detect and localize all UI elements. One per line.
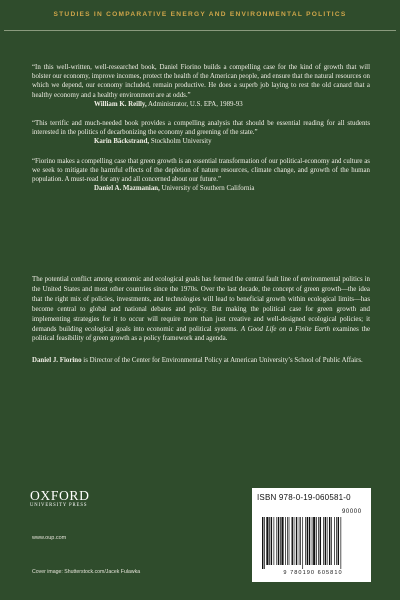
book-title: A Good Life on a Finite Earth bbox=[240, 325, 331, 333]
series-title: STUDIES IN COMPARATIVE ENERGY AND ENVIRONMENTAL POLITICS bbox=[53, 11, 347, 18]
endorsement-attribution bbox=[32, 184, 370, 193]
publisher-logo-main: OXFORD bbox=[30, 488, 90, 503]
cover-credit: Cover image: Shutterstock.com/Jacek Fulawka bbox=[32, 569, 141, 575]
barcode-bar bbox=[334, 517, 335, 565]
barcode-bar bbox=[340, 517, 341, 569]
publisher-url: www.oup.com bbox=[32, 535, 67, 541]
endorser-name: Karin Bäckstrand, bbox=[94, 138, 150, 146]
barcode-bar bbox=[299, 517, 300, 565]
barcode-bar bbox=[269, 517, 270, 565]
description-text: The potential conflict among economic and ecological goals has formed the central fault line of environmental politics in the United States and most other countries since the 1970s. Over the last decade, the concept of green growth—the idea that the right mix of policies, investments, and technologies will lead to beneficial growth within ecological limits—has become central to global and national debates and policy. But making the political case for green growth and implementing strategies for it to occur will require more than just creative and well-designed ecological policies; it demands building ecological goals into economic and political systems. bbox=[32, 276, 370, 333]
barcode-bar bbox=[264, 517, 265, 569]
barcode-bar bbox=[307, 517, 308, 565]
description-paragraph bbox=[32, 275, 370, 344]
barcode-bar bbox=[305, 517, 306, 565]
barcode-bar bbox=[336, 517, 337, 565]
barcode-bar bbox=[318, 517, 319, 565]
book-description bbox=[32, 275, 370, 366]
barcode-bar bbox=[327, 517, 328, 565]
endorsement bbox=[32, 157, 370, 194]
endorsement-attribution bbox=[32, 137, 370, 146]
barcode-bar bbox=[287, 517, 288, 565]
header-rule bbox=[4, 30, 396, 31]
barcode-bar bbox=[313, 517, 315, 565]
barcode-panel bbox=[252, 488, 371, 582]
endorser-name: Daniel A. Mazmanian, bbox=[94, 185, 160, 193]
endorser-name: William K. Reilly, bbox=[94, 100, 147, 108]
publisher-logo-sub: UNIVERSITY PRESS bbox=[30, 503, 88, 508]
barcode-bar bbox=[280, 517, 281, 565]
barcode-bars bbox=[260, 517, 366, 569]
endorser-affiliation: University of Southern California bbox=[159, 185, 255, 193]
barcode-bar bbox=[262, 517, 263, 569]
barcode-bar bbox=[294, 517, 295, 565]
endorsement-quote: “Fiorino makes a compelling case that green growth is an essential transformation of our political-economy and culture as we seek to mitigate the harmful effects of the depletion of nature resources, climate change, and growth of the human population. A must-read for any and all concerned about our future.” bbox=[32, 157, 370, 184]
barcode-bar bbox=[281, 517, 283, 565]
endorsement-quote: “This terrific and much-needed book provides a compelling analysis that should be essential reading for all students interested in the politics of decarbonizing the economy and greening of the state.” bbox=[32, 120, 370, 137]
barcode-bar bbox=[292, 517, 293, 565]
barcode-bar bbox=[289, 517, 290, 565]
barcode-bar bbox=[271, 517, 272, 565]
barcode-digits: 9 780190 605810 bbox=[283, 570, 343, 576]
barcode-bar bbox=[331, 517, 332, 565]
barcode-bar bbox=[274, 517, 275, 565]
barcode-bar bbox=[329, 517, 330, 565]
barcode-bar bbox=[296, 517, 297, 565]
author-bio: is Director of the Center for Environmental Policy at American University’s School of Public Affairs. bbox=[81, 357, 363, 365]
barcode-bar bbox=[285, 517, 286, 565]
endorser-affiliation: Stockholm University bbox=[149, 138, 212, 146]
endorsement bbox=[32, 63, 370, 109]
barcode-bar bbox=[316, 517, 317, 565]
barcode-bar bbox=[338, 517, 339, 565]
endorsements bbox=[32, 63, 370, 193]
barcode-bar bbox=[300, 517, 301, 565]
barcode-bar bbox=[309, 517, 310, 565]
description-text-end: examines the political feasibility of green growth as a policy framework and agenda. bbox=[32, 325, 371, 343]
endorser-affiliation: Administrator, U.S. EPA, 1989-93 bbox=[146, 100, 243, 108]
barcode-bar bbox=[278, 517, 279, 565]
author-name: Daniel J. Fiorino bbox=[32, 357, 82, 365]
publisher-logo bbox=[30, 489, 100, 509]
barcode-bar bbox=[276, 517, 277, 565]
barcode-bar bbox=[323, 517, 324, 565]
price-code: 90000 bbox=[342, 509, 362, 515]
barcode-bar bbox=[312, 517, 313, 565]
endorsement-quote: “In this well-written, well-researched book, Daniel Fiorino builds a compelling case for the kind of growth that will bolster our economy, improve incomes, protect the health of the American people, and ensure that the natural resources on which we depend, our economy included, remain productive. He does a superb job laying to rest the old canard that a healthy economy and a healthy environment are at odds.” bbox=[32, 64, 370, 99]
barcode-bar bbox=[266, 517, 268, 565]
author-note bbox=[32, 356, 370, 366]
barcode-bar bbox=[325, 517, 326, 565]
endorsement-attribution bbox=[32, 100, 370, 109]
barcode-bar bbox=[302, 517, 303, 569]
isbn-text: ISBN 978-0-19-060581-0 bbox=[257, 493, 351, 502]
endorsement bbox=[32, 119, 370, 147]
barcode-bar bbox=[320, 517, 321, 565]
